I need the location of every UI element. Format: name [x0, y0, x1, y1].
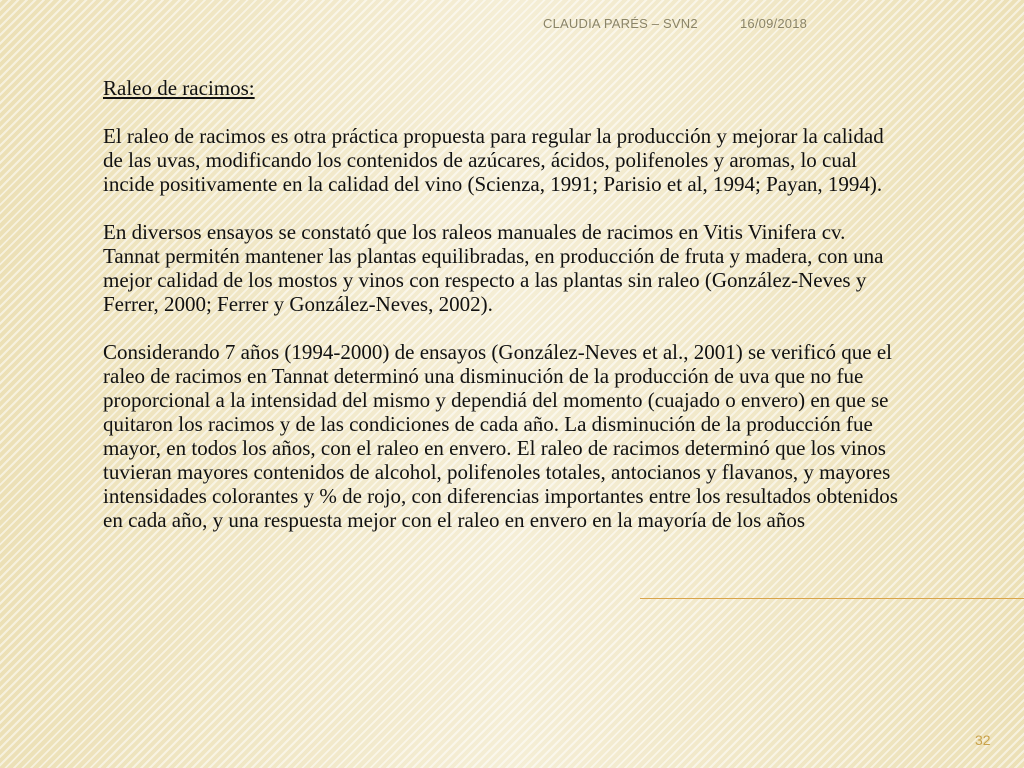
accent-rule [640, 598, 1024, 599]
header-author: CLAUDIA PARÉS – SVN2 [543, 16, 698, 31]
slide-content [103, 76, 903, 556]
slide-title: Raleo de racimos: [103, 76, 255, 100]
page-number: 32 [975, 732, 991, 748]
header-date: 16/09/2018 [740, 16, 808, 31]
paragraph-1: El raleo de racimos es otra práctica propuesta para regular la producción y mejorar la calidad de las uvas, modificando los contenidos de azúcares, ácidos, polifenoles y aromas, lo cual incide positivamente en la calidad del vino (Scienza, 1991; Parisio et al, 1994; Payan, 1994). [103, 124, 884, 196]
paragraph-2: En diversos ensayos se constató que los raleos manuales de racimos en Vitis Vinifera cv. Tannat permitén mantener las plantas equilibradas, en producción de fruta y madera, con una mejor calidad de los mostos y vinos con respecto a las plantas sin raleo (González-Neves y Ferrer, 2000; Ferrer y González-Neves, 2002). [103, 220, 884, 316]
slide-header [0, 14, 1024, 36]
paragraph-3: Considerando 7 años (1994-2000) de ensayos (González-Neves et al., 2001) se verificó que el raleo de racimos en Tannat determinó una disminución de la producción de uva que no fue proporcional a la intensidad del mismo y dependiá del momento (cuajado o envero) en que se quitaron los racimos y de las condiciones de cada año. La disminución de la producción fue mayor, en todos los años, con el raleo en envero. El raleo de racimos determinó que los vinos tuvieran mayores contenidos de alcohol, polifenoles totales, antocianos y flavanos, y mayores intensidades colorantes y % de rojo, con diferencias importantes entre los resultados obtenidos en cada año, y una respuesta mejor con el raleo en envero en la mayoría de los años [103, 340, 898, 532]
